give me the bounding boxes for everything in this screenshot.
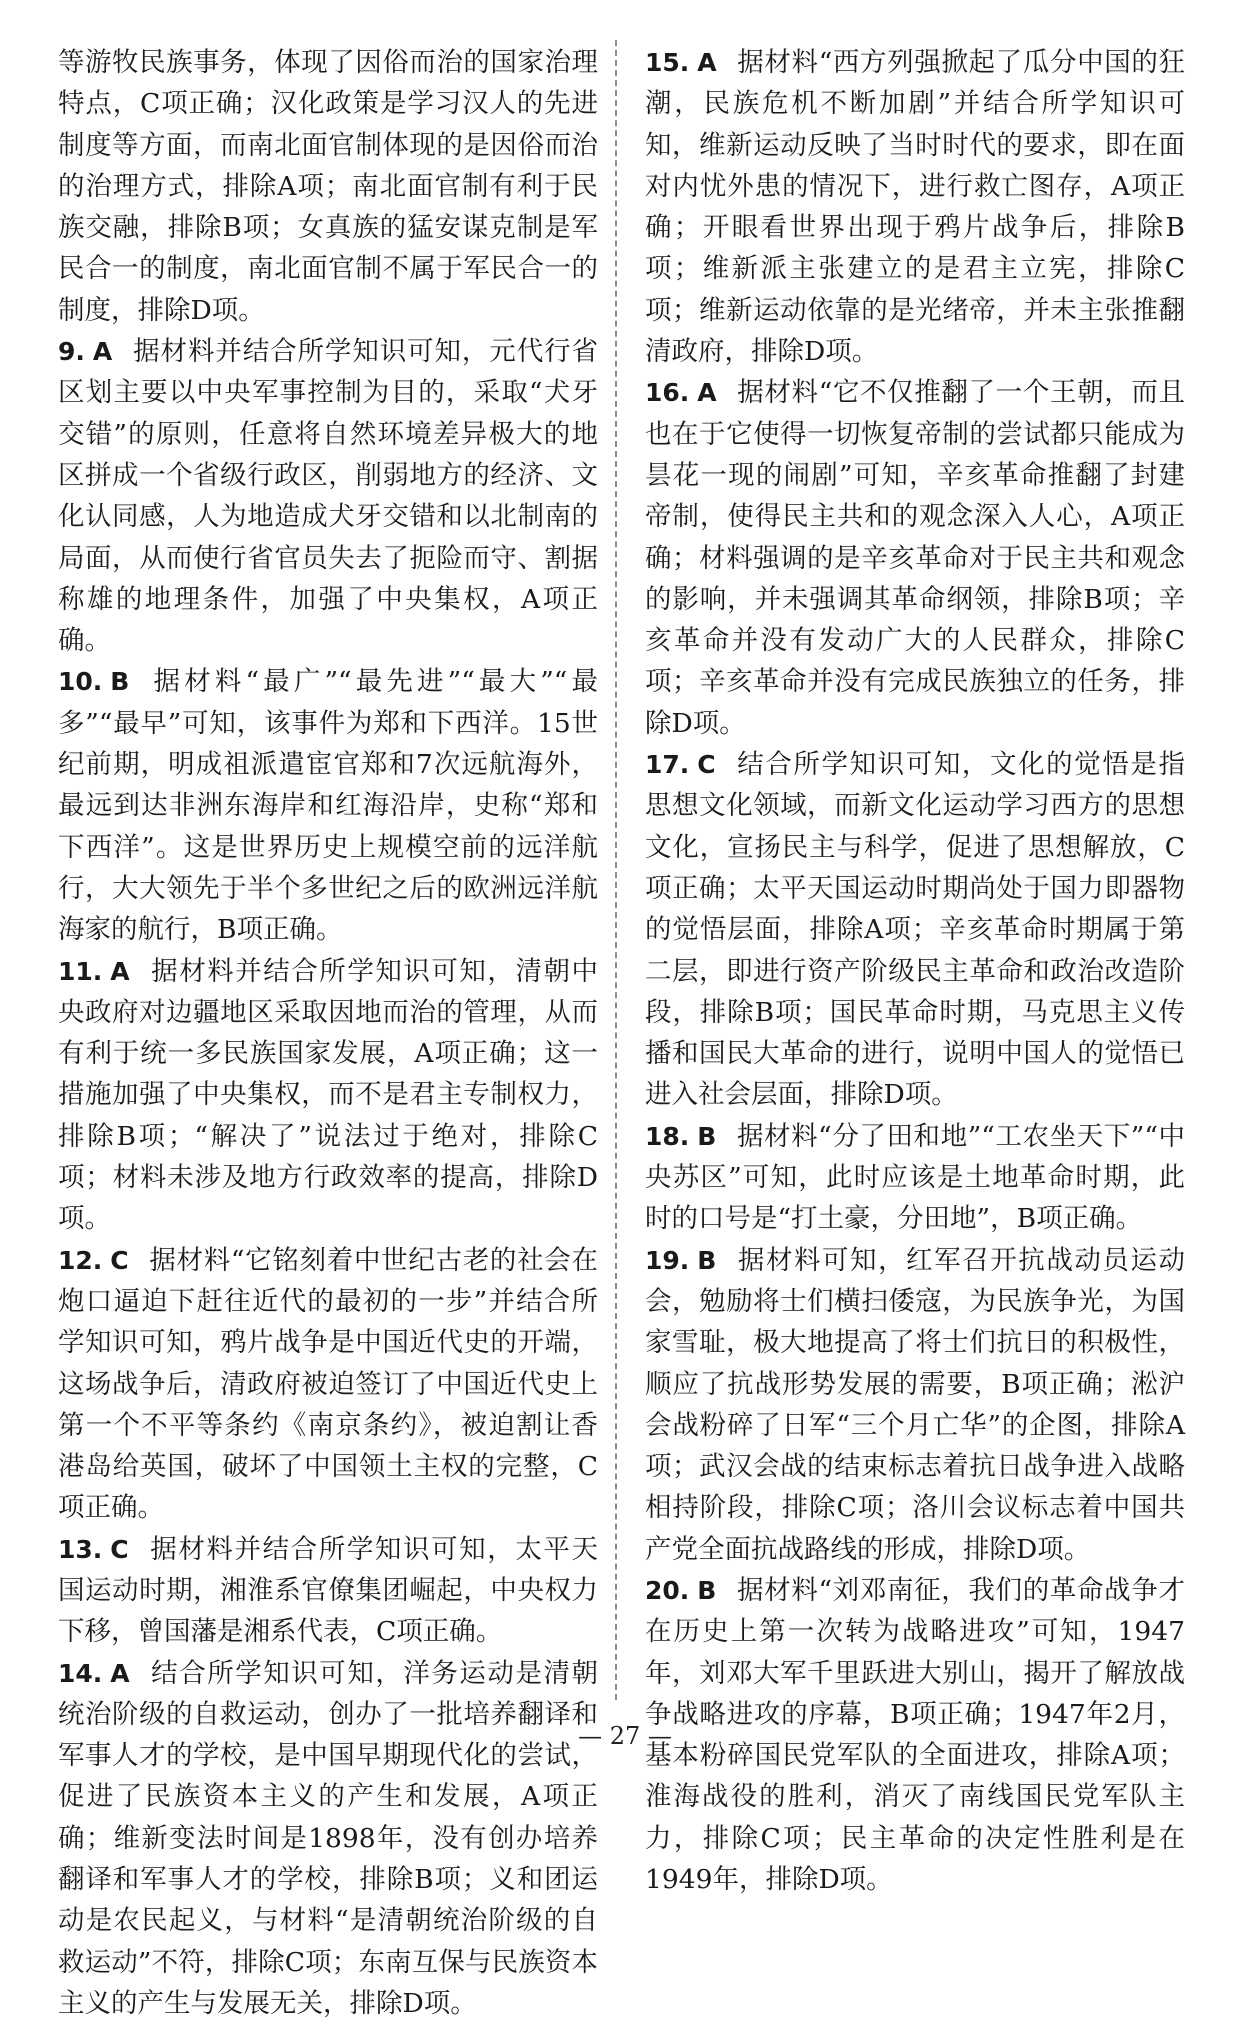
item-answer: B: [697, 1121, 717, 1151]
item-number: 15.: [645, 48, 690, 77]
item-explanation: 据材料“它不仅推翻了一个王朝，而且也在于它使得一切恢复帝制的尝试都只能成为昙花一现的闹剧”可知，辛亥革命推翻了封建帝制，使得民主共和的观念深入人心，A项正确；材料强调的是辛亥革命对于民主共和观念的影响，并未强调其革命纲领，排除B项；辛亥革命并没有发动广大的人民群众，排除C项；辛亥革命并没有完成民族独立的任务，排除D项。: [645, 377, 1185, 739]
item-explanation: 据材料“它铭刻着中世纪古老的社会在炮口逼迫下赶往近代的最初的一步”并结合所学知识可知，鸦片战争是中国近代史的开端，这场战争后，清政府被迫签订了中国近代史上第一个不平等条约《南京条约》，被迫割让香港岛给英国，破坏了中国领土主权的完整，C项正确。: [58, 1244, 598, 1524]
item-answer: B: [110, 667, 130, 697]
item-answer: A: [110, 956, 130, 986]
item-explanation: 据材料并结合所学知识可知，元代行省区划主要以中央军事控制为目的，采取“犬牙交错”的原则，任意将自然环境差异极大的地区拼成一个省级行政区，削弱地方的经济、文化认同感，人为地造成犬牙交错和以北制南的局面，从而使行省官员失去了扼险而守、割据称雄的地理条件，加强了中央集权，A项正确。: [58, 336, 598, 657]
item-explanation: 结合所学知识可知，洋务运动是清朝统治阶级的自救运动，创办了一批培养翻译和军事人才的学校，是中国早期现代化的尝试，促进了民族资本主义的产生和发展，A项正确；维新变法时间是1898年，没有创办培养翻译和军事人才的学校，排除B项；义和团运动是农民起义，与材料“是清朝统治阶级的自救运动”不符，排除C项；东南互保与民族资本主义的产生与发展无关，排除D项。: [58, 1657, 598, 2019]
column-divider: [615, 40, 617, 1700]
right-column: [645, 42, 1185, 1900]
answer-item-10: [58, 661, 598, 950]
item-explanation: 据材料“刘邓南征，我们的革命战争才在历史上第一次转为战略进攻”可知，1947年，刘邓大军千里跃进大别山，揭开了解放战争战略进攻的序幕，B项正确；1947年2月，基本粉碎国民党军队的全面进攻，排除A项；淮海战役的胜利，消灭了南线国民党军队主力，排除C项；民主革命的决定性胜利是在1949年，排除D项。: [645, 1574, 1185, 1896]
item-explanation: 结合所学知识可知，文化的觉悟是指思想文化领域，而新文化运动学习西方的思想文化，宣扬民主与科学，促进了思想解放，C项正确；太平天国运动时期尚处于国力即器物的觉悟层面，排除A项；辛亥革命时期属于第二层，即进行资产阶级民主革命和政治改造阶段，排除B项；国民革命时期，马克思主义传播和国民大革命的进行，说明中国人的觉悟已进入社会层面，排除D项。: [645, 749, 1185, 1111]
item-number: 12.: [58, 1245, 103, 1275]
answer-item-17: [645, 744, 1185, 1116]
answer-item-11: [58, 951, 598, 1240]
item-number: 9.: [58, 337, 85, 367]
item-answer: A: [92, 337, 113, 367]
item-number: 13.: [58, 1534, 103, 1564]
item-explanation: 据材料可知，红军召开抗战动员运动会，勉励将士们横扫倭寇，为民族争光，为国家雪耻，极大地提高了将士们抗日的积极性，顺应了抗战形势发展的需要，B项正确；淞沪会战粉碎了日军“三个月亡华”的企图，排除A项；武汉会战的结束标志着抗日战争进入战略相持阶段，排除C项；洛川会议标志着中国共产党全面抗战路线的形成，排除D项。: [645, 1244, 1185, 1565]
item-answer: A: [110, 1658, 130, 1688]
item-number: 19.: [645, 1245, 690, 1275]
item-answer: C: [110, 1534, 129, 1564]
item-number: 20.: [645, 1575, 690, 1605]
answer-item-16: [645, 372, 1185, 744]
item-answer: C: [110, 1245, 129, 1275]
answer-item-18: [645, 1116, 1185, 1240]
item-number: 18.: [645, 1121, 690, 1151]
item-explanation: 据材料“最广”“最先进”“最大”“最多”“最早”可知，该事件为郑和下西洋。15世纪前期，明成祖派遣宦官郑和7次远航海外，最远到达非洲东海岸和红海沿岸，史称“郑和下西洋”。这是世界历史上规模空前的远洋航行，大大领先于半个多世纪之后的欧洲远洋航海家的航行，B项正确。: [58, 666, 598, 946]
item-answer: B: [697, 1245, 717, 1275]
answer-item-12: [58, 1240, 598, 1529]
item-explanation: 据材料并结合所学知识可知，太平天国运动时期，湘淮系官僚集团崛起，中央权力下移，曾国藩是湘系代表，C项正确。: [58, 1533, 598, 1648]
item-explanation: 据材料“西方列强掀起了瓜分中国的狂潮，民族危机不断加剧”并结合所学知识可知，维新运动反映了当时时代的要求，即在面对内忧外患的情况下，进行救亡图存，A项正确；开眼看世界出现于鸦片战争后，排除B项；维新派主张建立的是君主立宪，排除C项；维新运动依靠的是光绪帝，并未主张推翻清政府，排除D项。: [645, 47, 1185, 368]
item-explanation: 据材料并结合所学知识可知，清朝中央政府对边疆地区采取因地而治的管理，从而有利于统一多民族国家发展，A项正确；这一措施加强了中央集权，而不是君主专制权力，排除B项；“解决了”说法过于绝对，排除C项；材料未涉及地方行政效率的提高，排除D项。: [58, 955, 598, 1235]
item-number: 16.: [645, 378, 690, 408]
item-answer: B: [697, 1575, 717, 1605]
answer-item-9: [58, 331, 598, 661]
item-number: 11.: [58, 956, 103, 986]
item-number: 14.: [58, 1658, 103, 1688]
item-number: 17.: [645, 750, 690, 780]
item-explanation: 据材料“分了田和地”“工农坐天下”“中央苏区”可知，此时应该是土地革命时期，此时的口号是“打土豪，分田地”，B项正确。: [645, 1120, 1185, 1235]
page-number: — 27 —: [578, 1722, 672, 1750]
item-answer: A: [697, 48, 717, 77]
answer-item-13: [58, 1529, 598, 1653]
item-answer: C: [697, 750, 716, 780]
item-answer: A: [697, 378, 717, 408]
item-number: 10.: [58, 667, 103, 697]
answer-item-19: [645, 1240, 1185, 1570]
answer-item-14: [58, 1653, 598, 2024]
intro-paragraph: 等游牧民族事务，体现了因俗而治的国家治理特点，C项正确；汉化政策是学习汉人的先进制度等方面，而南北面官制体现的是因俗而治的治理方式，排除A项；南北面官制有利于民族交融，排除B项；女真族的猛安谋克制是军民合一的制度，南北面官制不属于军民合一的制度，排除D项。: [58, 47, 598, 326]
answer-item-15: [645, 42, 1185, 372]
